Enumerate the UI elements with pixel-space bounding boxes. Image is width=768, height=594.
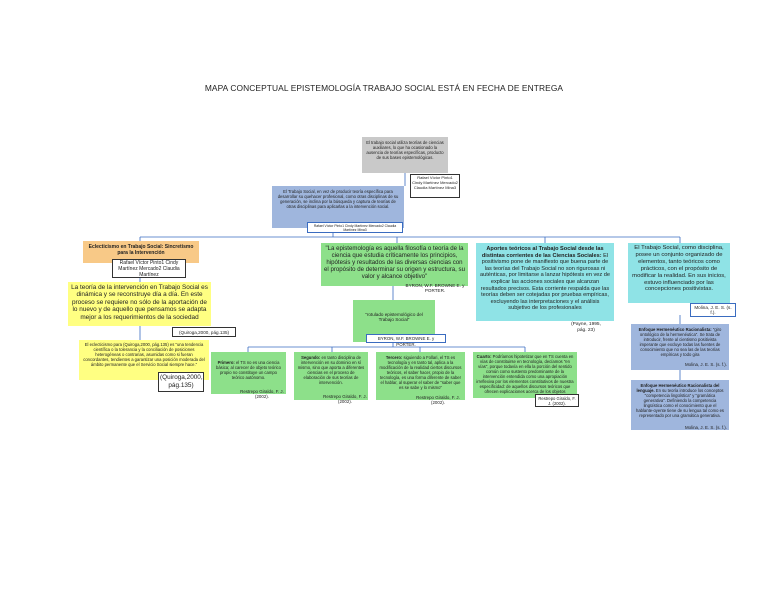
hermeneutic-language-citation: Molina, J. E. S. (s. f.). bbox=[685, 425, 727, 430]
intervention-theory-citation: (Quiroga,2000, pág.135) bbox=[172, 327, 236, 337]
epistemic-label-citation: BYRON, W.F. BROWNE E. y PORTER. bbox=[366, 334, 446, 343]
page-title: MAPA CONCEPTUAL EPISTEMOLOGÍA TRABAJO SOCIAL ESTÁ EN FECHA DE ENTREGA bbox=[204, 83, 564, 93]
epistemology-node: "La epistemología es aquella filosofía o teoría de la ciencia que estudia críticamente los principios, hipótesis y resultados de las diversas ciencias con el propósito de determinar su origen y estructura, su valor y alcance objetivo" bbox=[321, 243, 468, 286]
third-point-citation: Restrepo Giraldo, F. J. (2002). bbox=[416, 395, 460, 405]
discipline-node: El Trabajo Social, como disciplina, posee un conjunto organizado de elementos, tanto teóricos como prácticos, con el propósito de modificar la realidad. En sus inicios, estuvo influenciado por las concepciones positivistas. bbox=[628, 243, 730, 303]
second-concept-node: El Trabajo Social, en vez de producir teoría específica para desarrollar su quehacer profesional, como otras disciplinas de su generación, se inclina por la búsqueda y captura de teorías de otras disciplinas para aplicarlas a la intervención social. bbox=[272, 186, 404, 228]
fourth-point-node bbox=[473, 352, 577, 398]
top-concept-node: El trabajo social utiliza teorías de ciencias auxiliares, lo que ha ocasionado la ausencia de teorías específicas, producto de sus bases epistemológicas. bbox=[362, 137, 448, 173]
epistemology-citation: BYRON, W.F. BROWNE E. y PORTER. bbox=[405, 283, 465, 294]
eclecticism-node: Eclecticismo en Trabajo Social: Sincretismo para la Intervención bbox=[83, 241, 199, 263]
discipline-citation: Molina, J. E. S. (s. f.). bbox=[690, 303, 736, 317]
theoretical-contributions-heading: Aportes teóricos al Trabajo Social desde las distintas corrientes de las Ciencias Sociales: bbox=[481, 246, 604, 259]
top-concept-citation: Rafael Víctor Pinto1 Cindy Martínez Mercado2 Claudia Martínez Mina3 bbox=[410, 174, 460, 198]
third-point-node bbox=[376, 352, 465, 400]
first-point-citation: Restrepo Giraldo, F. J. (2002). bbox=[240, 389, 284, 399]
eclecticism-definition-citation: (Quiroga,2000, pág.135) bbox=[158, 372, 204, 392]
theoretical-contributions-node bbox=[476, 243, 614, 321]
third-point-text: siguiendo a Follari, el TS es tecnología y en tanto tal, aplica a la modificación de la realidad ciertos discursos teóricos, el saber hacer, propio de la tecnología, es una forma diferente de saber el hablar, al superar el saber de "saber que es se sabe y lo mismo" bbox=[379, 355, 462, 390]
second-point-heading: Segundo: bbox=[301, 355, 321, 360]
fourth-point-citation: Restrepo Giraldo, F. J. (2002). bbox=[535, 394, 579, 407]
fourth-point-text: Podríamos hipotetizar que en TS cuenta en vías de constituirse en tecnología, decíamos "en vías", porque todavía en ella la porción del sentido común como sustento predominante de la intervención entendida como una apropiación irreflexiva por los elementos constitutivos de nuestra especificidad: de aquellos discursos teóricos que ofrecen explicaciones acerca de los objetos bbox=[476, 354, 574, 394]
first-point-heading: Primero: bbox=[217, 360, 235, 365]
theoretical-contributions-text: El positivismo pone de manifiesto que buena parte de las teorías del Trabajo Social no son rigurosas ni auténticas, por limitarse a lanzar hipótesis en vez de explicar las acciones sociales que alcanzan resultados precisos. Esta corriente respalda que las teorías deben ser cotejadas por pruebas empíricas, excluyendo las interpretaciones y el análisis subjetivo de los profesionales bbox=[480, 252, 610, 312]
hermeneutic-rationalist-citation: Molina, J. E. S. (s. f.). bbox=[685, 362, 727, 367]
first-point-text: el TS no es una ciencia básica; al carecer de objeto teórico propio no constituye un campo teórico autónomo. bbox=[216, 360, 281, 380]
eclecticism-citation: Rafael Víctor Pinto1 Cindy Martínez Mercado2 Claudia Martínez bbox=[112, 259, 186, 278]
hermeneutic-language-heading: Enfoque Hermenéutico Racionalista del lenguaje. bbox=[636, 383, 720, 393]
second-point-citation: Restrepo Giraldo, F. J. (2002). bbox=[323, 394, 367, 404]
intervention-theory-node: La teoría de la intervención en Trabajo Social es dinámica y se reconstruye día a día. En este proceso se requiere no sólo de la aportación de lo nuevo y de aquello que pensamos se adapta mejor a los requerimientos de la sociedad bbox=[68, 282, 211, 326]
epistemic-label-node: "rotulado epistemológico del Trabajo Social" bbox=[353, 300, 435, 342]
second-point-text: en tanto disciplina de intervención en su dominio en sí mismo, sino que aporta a diferentes ciencias en el proceso de elaboración de sus teorías de intervención. bbox=[297, 355, 365, 385]
theoretical-contributions-citation: (Payne, 1995, pág. 23) bbox=[571, 322, 601, 333]
hermeneutic-language-text: En su teoría introduce los conceptos "competencia lingüística" y "gramática generativa". Definiendo la competencia lingüística como el conocimiento que el hablante-oyente tiene de su lengua tal como es representado por una gramática generativa. bbox=[636, 388, 724, 418]
hermeneutic-rationalist-heading: Enfoque Hermenéutico Racionalista: bbox=[638, 327, 712, 332]
third-point-heading: Tercero: bbox=[385, 355, 403, 360]
hermeneutic-language-node bbox=[631, 380, 729, 430]
hermeneutic-rationalist-text: "giro ontológico de la hermenéutica". Se trata de introducir, frente al cientismo positivista imperante que excluye todas las fuentes de conocimiento que no sea las de las teorías empíricas y todo gira bbox=[639, 327, 722, 357]
fourth-point-heading: Cuarto: bbox=[476, 354, 492, 359]
eclecticism-definition-node: El eclecticismo para (Quiroga,2000, pág.135) es "una tendencia científica o la tolerancia y la conciliación de posiciones heterogéneas o contrarias, asumidas como si fueran concordantes, tendientes a garantizar una posición moderada del ámbito permanente que el Servicio Social siempre hace." bbox=[79, 340, 209, 380]
second-concept-citation: Rafael Víctor Pinto1 Cindy Martínez Mercado2 Claudia Martínez Mina3 bbox=[307, 222, 403, 233]
